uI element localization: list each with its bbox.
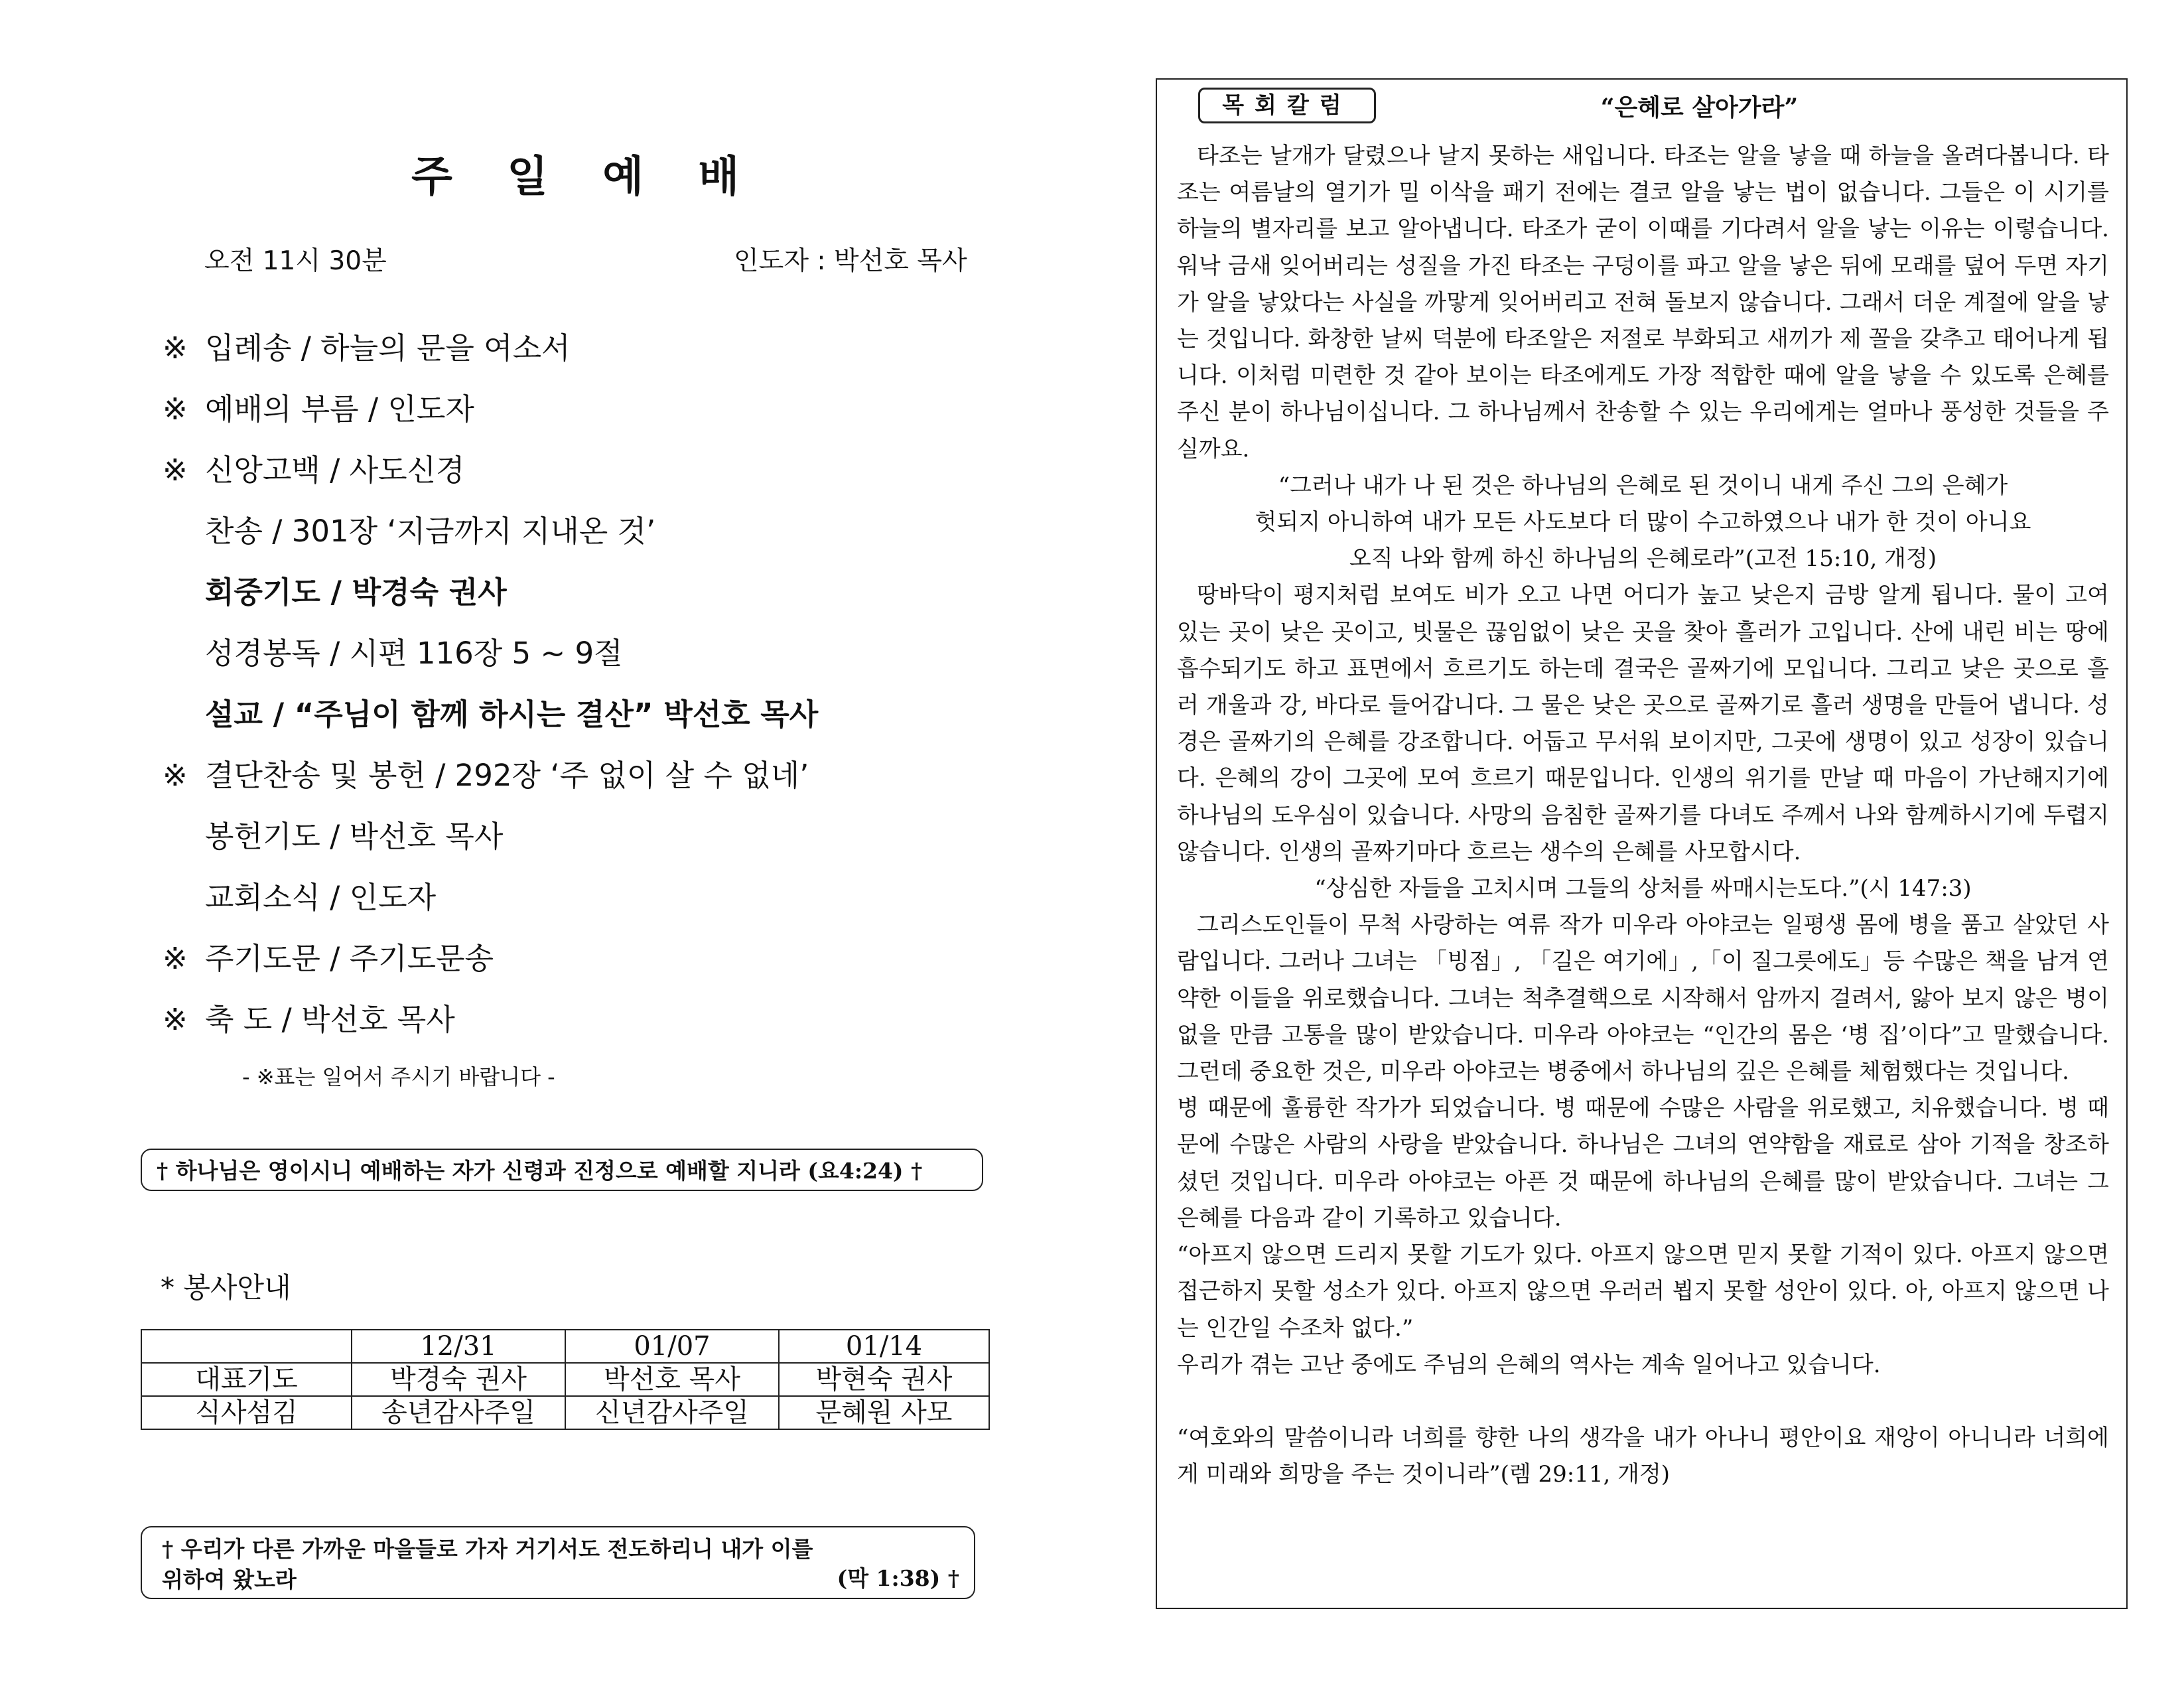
- table-cell: 박현숙 권사: [779, 1363, 989, 1396]
- column-paragraph: 타조는 날개가 달렸으나 날지 못하는 새입니다. 타조는 알을 낳을 때 하늘을 올려다봅니다. 타조는 여름날의 열기가 밀 이삭을 패기 전에는 결코 알을 낳는 법이 없습니다. 그들은 이 시기를 하늘의 별자리를 보고 알아냅니다. 타조가 굳이 이때를 기다려서 알을 낳는 이유는 이렇습니다. 워낙 금새 잊어버리는 성질을 가진 타조는 구덩이를 파고 알을 낳은 뒤에 모래를 덮어 두면 자기가 알을 낳았다는 사실을 까맣게 잊어버리고 전혀 돌보지 않습니다. 그래서 더운 계절에 알을 낳는 것입니다. 화창한 날씨 덕분에 타조알은 저절로 부화되고 새끼가 제 꼴을 갖추고 태어나게 됩니다. 이처럼 미련한 것 같아 보이는 타조에게도 가장 적합한 때에 알을 낳을 수 있도록 은혜를 주신 분이 하나님이십니다. 그 하나님께서 찬송할 수 있는 우리에게는 얼마나 풍성한 것들을 주실까요.: [1177, 143, 2109, 462]
- standing-note: - ※표는 일어서 주시기 바랍니다 -: [242, 1064, 555, 1090]
- verse-box-bottom: [141, 1526, 975, 1599]
- table-cell: [141, 1330, 352, 1363]
- order-item: [163, 629, 623, 672]
- service-table: [141, 1329, 990, 1430]
- order-item: [163, 995, 455, 1038]
- order-item: [163, 324, 571, 367]
- service-leader: 인도자 : 박선호 목사: [734, 246, 967, 276]
- verse-ref: (막 1:38) †: [837, 1565, 959, 1591]
- order-item-text: 교회소식 / 인도자: [205, 880, 437, 915]
- table-row: [141, 1330, 989, 1363]
- order-item-text: 주기도문 / 주기도문송: [205, 941, 494, 976]
- table-row: [141, 1363, 989, 1396]
- table-cell: 문혜원 사모: [779, 1396, 989, 1429]
- order-item-text: 봉헌기도 / 박선호 목사: [205, 819, 504, 854]
- column-title: “은혜로 살아가라”: [1600, 94, 1799, 121]
- column-paragraph: 땅바닥이 평지처럼 보여도 비가 오고 나면 어디가 높고 낮은지 금방 알게 됩니다. 물이 고여 있는 곳이 낮은 곳이고, 빗물은 끊임없이 낮은 곳을 찾아 흘러가 고입니다. 산에 내린 비는 땅에 흡수되기도 하고 표면에서 흐르기도 하는데 결국은 골짜기에 모입니다. 그리고 낮은 곳으로 흘러 개울과 강, 바다로 들어갑니다. 그 물은 낮은 곳으로 골짜기로 흘러 생명을 만들어 냅니다. 성경은 골짜기의 은혜를 강조합니다. 어둡고 무서워 보이지만, 그곳에 생명이 있고 성장이 있습니다. 은혜의 강이 그곳에 모여 흐르기 때문입니다. 인생의 위기를 만날 때 마음이 가난해지기에 하나님의 도우심이 있습니다. 사망의 음침한 골짜기를 다녀도 주께서 나와 함께하시기에 두렵지 않습니다. 인생의 골짜기마다 흐르는 생수의 은혜를 사모합시다.: [1177, 582, 2109, 865]
- table-date: 12/31: [352, 1330, 565, 1363]
- order-item: [163, 385, 474, 428]
- column-paragraph: 우리가 겪는 고난 중에도 주님의 은혜의 역사는 계속 일어나고 있습니다.: [1177, 1351, 1881, 1378]
- service-time: 오전 11시 30분: [204, 246, 387, 276]
- column-quote-line: “그러나 내가 나 된 것은 하나님의 은혜로 된 것이니 내게 주신 그의 은혜가: [1278, 472, 2008, 499]
- column-paragraph: 병 때문에 훌륭한 작가가 되었습니다. 병 때문에 수많은 사람을 위로했고, 치유했습니다. 병 때문에 수많은 사람의 사랑을 받았습니다. 하나님은 그녀의 연약함을 재료로 삼아 기적을 창조하셨던 것입니다. 미우라 아야코는 아픈 것 때문에 하나님의 은혜를 많이 받았습니다. 그녀는 그 은혜를 다음과 같이 기록하고 있습니다.: [1177, 1095, 2109, 1232]
- column-body: [1177, 138, 2109, 1493]
- order-item-text: 성경봉독 / 시편 116장 5 ~ 9절: [205, 636, 623, 671]
- table-date: 01/07: [565, 1330, 779, 1363]
- order-item-text: 결단찬송 및 봉헌 / 292장 ‘주 없이 살 수 없네’: [205, 758, 809, 793]
- order-item-text: 예배의 부름 / 인도자: [205, 391, 474, 427]
- verse-text: † 우리가 다른 가까운 마을들로 가자 거기서도 전도하리니 내가 이를 위하여 왔노라: [162, 1536, 813, 1592]
- pastor-column: [1156, 78, 2128, 1609]
- standing-mark: ※: [163, 758, 188, 793]
- order-item-text: 회중기도 / 박경숙 권사: [205, 575, 507, 610]
- standing-mark: ※: [163, 1002, 188, 1037]
- order-item: [163, 812, 503, 855]
- standing-mark: ※: [163, 330, 188, 366]
- standing-mark: ※: [163, 391, 188, 427]
- table-cell: 박경숙 권사: [352, 1363, 565, 1396]
- table-role: 대표기도: [141, 1363, 352, 1396]
- order-item: [163, 568, 507, 611]
- order-item-text: 축 도 / 박선호 목사: [205, 1002, 455, 1037]
- table-cell: 송년감사주일: [352, 1396, 565, 1429]
- table-row: [141, 1396, 989, 1429]
- order-item: [163, 690, 818, 733]
- column-quote-line: 헛되지 아니하여 내가 모든 사도보다 더 많이 수고하였으나 내가 한 것이 아니요: [1255, 509, 2031, 536]
- column-quote-line: “상심한 자들을 고치시며 그들의 상처를 싸매시는도다.”(시 147:3): [1314, 875, 1972, 902]
- order-item-text: 설교 / “주님이 함께 하시는 결산” 박선호 목사: [205, 697, 819, 732]
- page-title: 주 일 예 배: [411, 153, 760, 202]
- order-item: [163, 934, 494, 977]
- column-badge: 목회칼럼: [1198, 88, 1376, 123]
- table-cell: 신년감사주일: [565, 1396, 779, 1429]
- column-paragraph: 그리스도인들이 무척 사랑하는 여류 작가 미우라 아야코는 일평생 몸에 병을 품고 살았던 사람입니다. 그러나 그녀는 「빙점」, 「길은 여기에」,「이 질그릇에도」등 수많은 책을 남겨 연약한 이들을 위로했습니다. 그녀는 척추결핵으로 시작해서 암까지 걸려서, 앓아 보지 않은 병이 없을 만큼 고통을 많이 받았습니다. 미우라 아야코는 “인간의 몸은 ‘병 집’이다”고 말했습니다. 그런데 중요한 것은, 미우라 아야코는 병중에서 하나님의 깊은 은혜를 체험했다는 것입니다.: [1177, 912, 2109, 1086]
- column-paragraph: “아프지 않으면 드리지 못할 기도가 있다. 아프지 않으면 믿지 못할 기적이 있다. 아프지 않으면 접근하지 못할 성소가 있다. 아프지 않으면 우러러 뵙지 못할 성안이 있다. 아, 아프지 않으면 나는 인간일 수조차 없다.”: [1177, 1241, 2109, 1342]
- table-cell: 박선호 목사: [565, 1363, 779, 1396]
- order-item-text: 찬송 / 301장 ‘지금까지 지내온 것’: [205, 514, 656, 549]
- order-item: [163, 446, 465, 489]
- order-item-text: 입례송 / 하늘의 문을 여소서: [205, 330, 571, 366]
- table-role: 식사섬김: [141, 1396, 352, 1429]
- order-item: [163, 507, 655, 550]
- standing-mark: ※: [163, 941, 188, 976]
- table-date: 01/14: [779, 1330, 989, 1363]
- order-item-text: 신앙고백 / 사도신경: [205, 453, 465, 488]
- column-quote-line: 오직 나와 함께 하신 하나님의 은혜로라”(고전 15:10, 개정): [1349, 545, 1937, 573]
- order-item: [163, 751, 809, 794]
- order-item: [163, 873, 436, 916]
- verse-box-top: † 하나님은 영이시니 예배하는 자가 신령과 진정으로 예배할 지니라 (요4:24) †: [141, 1149, 983, 1191]
- standing-mark: ※: [163, 453, 188, 488]
- column-paragraph: “여호와의 말씀이니라 너희를 향한 나의 생각을 내가 아나니 평안이요 재앙이 아니니라 너희에게 미래와 희망을 주는 것이니라”(렘 29:11, 개정): [1177, 1424, 2109, 1488]
- service-guide-title: * 봉사안내: [161, 1271, 291, 1304]
